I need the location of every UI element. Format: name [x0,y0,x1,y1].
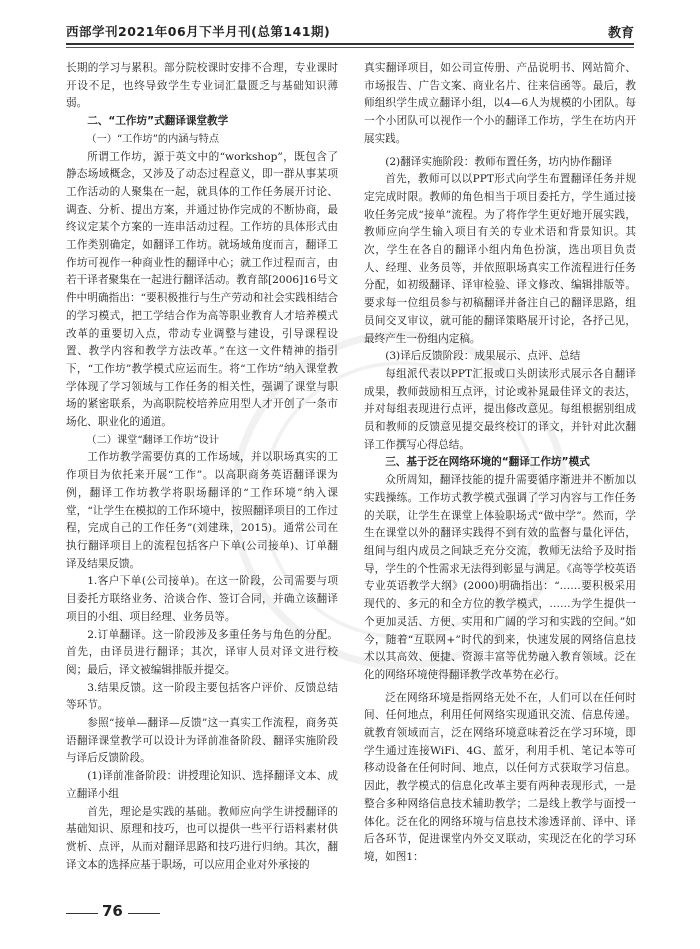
subsection-heading: （二）课堂“翻译工作坊”设计 [86,434,220,446]
right-column [364,60,636,867]
body-paragraph: 长期的学习与累积。部分院校课时安排不合理，专业课时开设不足，也终导致学生专业词汇量匮乏与基础知识薄弱。 [66,62,338,110]
footer-rule-left [66,913,98,914]
section-label: 教育 [607,26,634,41]
body-paragraph: 泛在网络环境是指网络无处不在，人们可以在任何时间、任何地点，利用任何网络实现通讯交流、信息传递。就教育领域而言，泛在网络环境意味着泛在学习环境，即学生通过连接WiFi、4G、蓝牙，利用手机、笔记本等可移动设备在任何时间、地点，以任何方式获取学习信息。因此，教学模式的信息化改革主要有两种表现形式，一是整合多种网络信息技术辅助教学；二是线上教学与面授一体化。泛在化的网络环境与信息技术渗透译前、译中、译后各环节，促进课堂内外交叉联动，实现泛在化的学习环境，如图1： [364,691,636,863]
section-heading: 三、基于泛在网络环境的“翻译工作坊”模式 [385,456,590,469]
body-paragraph: 首先，理论是实践的基础。教师应向学生讲授翻译的基础知识、原理和技巧，也可以提供一些平行语料素材供赏析、点评，从而对翻译思路和技巧进行归纳。其次，翻译文本的选择应基于职场，可以应用企业对外承接的 [66,805,338,871]
body-paragraph: 工作坊教学需要仿真的工作场域，并以职场真实的工作项目为依托来开展“工作”。以高职商务英语翻译课为例，翻译工作坊教学将职场翻译的“工作环境”纳入课堂，“让学生在模拟的工作环境中，按照翻译项目的工作过程，完成自己的工作任务”(刘建珠，2015)。通常公司在执行翻译项目上的流程包括客户下单(公司接单)、订单翻译及结果反馈。 [66,451,338,570]
footer-rule-right [128,913,160,914]
header-rule-thick [66,43,634,45]
body-paragraph: 2.订单翻译。这一阶段涉及多重任务与角色的分配。首先，由译员进行翻译；其次，译审人员对译文进行校阅；最后，译文被编辑排版并提交。 [66,628,338,676]
body-paragraph: 参照“接单—翻译—反馈”这一真实工作流程，商务英语翻译课堂教学可以设计为译前准备阶段、翻译实施阶段与译后反馈阶段。 [66,717,338,765]
page-number: 76 [102,902,123,920]
left-column [66,60,338,874]
journal-title: 西部学刊2021年06月下半月刊(总第141期) [66,24,331,39]
body-paragraph: (3)译后反馈阶段：成果展示、点评、总结 [385,350,581,363]
body-paragraph: 1.客户下单(公司接单)。在这一阶段，公司需要与项目委托方联络业务、洽谈合作、签订合同，并确立该翻译项目的小组、项目经理、业务员等。 [66,575,338,623]
body-paragraph: 每组派代表以PPT汇报或口头朗读形式展示各自翻译成果，教师鼓励相互点评，讨论或补晁最佳译文的表达，并对每组表现进行点评，提出修改意见。每组根据别组成员和教师的反馈意见提交最终校订的译文，并针对此次翻译工作撰写心得总结。 [364,367,636,451]
subsection-heading: （一）“工作坊”的内涵与特点 [86,133,220,145]
body-paragraph: 众所周知，翻译技能的提升需要循序渐进并不断加以实践操练。工作坊式教学模式强调了学习内容与工作任务的关联，让学生在课堂上体验职场式“做中学”。然而，学生在课堂以外的翻译实践得不到有效的监督与量化评估，组间与组内成员之间缺乏充分交流，教师无法给予及时指导，学生的个性需求无法得到彰显与满足。《高等学校英语专业英语教学大纲》(2000)明确指出：“……要积极采用现代的、多元的和全方位的教学模式，……为学生提供一个更加灵活、方便、实用和广阔的学习和实践的空间。”如今，随着“互联网+”时代的到来，快速发展的网络信息技术以其高效、便捷、资源丰富等优势融入教育领域。泛在化的网络环境使得翻译教学改革势在必行。 [364,474,636,681]
header-rule-thin [66,47,634,48]
running-header [66,18,634,40]
body-paragraph: (2)翻译实施阶段：教师布置任务，坊内协作翻译 [385,155,613,168]
body-paragraph: (1)译前准备阶段：讲授理论知识、选择翻译文本、成立翻译小组 [66,770,338,800]
body-paragraph: 3.结果反馈。这一阶段主要包括客户评价、反馈总结等环节。 [66,681,338,712]
body-paragraph: 所谓工作坊，源于英文中的“workshop”，既包含了静态场域概念，又涉及了动态过程意义，即一群从事某项工作活动的人聚集在一起，就具体的工作任务展开讨论、调查、分析、提出方案，并通过协作完成的不断协商，最终议定某个方案的一连串活动过程。工作坊的具体形式由工作类别确定，如翻译工作坊。就场域角度而言，翻译工作坊可视作一种商业性的翻译中心；就工作过程而言，由若干译者聚集在一起进行翻译活动。教育部[2006]16号文件中明确指出：“要积极推行与生产劳动和社会实践相结合的学习模式，把工学结合作为高等职业教育人才培养模式改革的重要切入点，带动专业调整与建设，引导课程设置、教学内容和教学方法改革。”在这一文件精神的指引下，“工作坊”教学模式应运而生。将“工作坊”纳入课堂教学体现了学习领域与工作任务的相关性，强调了课堂与职场的紧密联系，为高职院校培养应用型人才开创了一条市场化、职业化的通道。 [66,150,338,429]
section-heading: 二、“工作坊”式翻译课堂教学 [87,115,229,128]
body-paragraph: 首先，教师可以以PPT形式向学生布置翻译任务并规定完成时限。教师的角色相当于项目委托方，学生通过接收任务完成“接单”流程。为了将作学生更好地开展实践，教师应向学生输入项目有关的专业术语和背景知识。其次，学生在各自的翻译小组内角色扮演，选出项目负责人、经理、业务员等，并依照职场真实工作流程进行任务分配，如初级翻译、译审检验、译文修改、编辑排版等。要求每一位组员参与初稿翻译并备注自己的翻译思路，组员间交叉审议，就可能的翻译策略展开讨论，各抒己见，最终产生一份组内定稿。 [364,173,636,345]
body-paragraph: 真实翻译项目，如公司宣传册、产品说明书、网站简介、市场报告、广告文案、商业名片、往来信函等。最后，教师组织学生成立翻译小组，以4—6人为规模的小团队。每一个小团队可以视作一个小的翻译工作坊，学生在坊内开展实践。 [364,62,636,145]
